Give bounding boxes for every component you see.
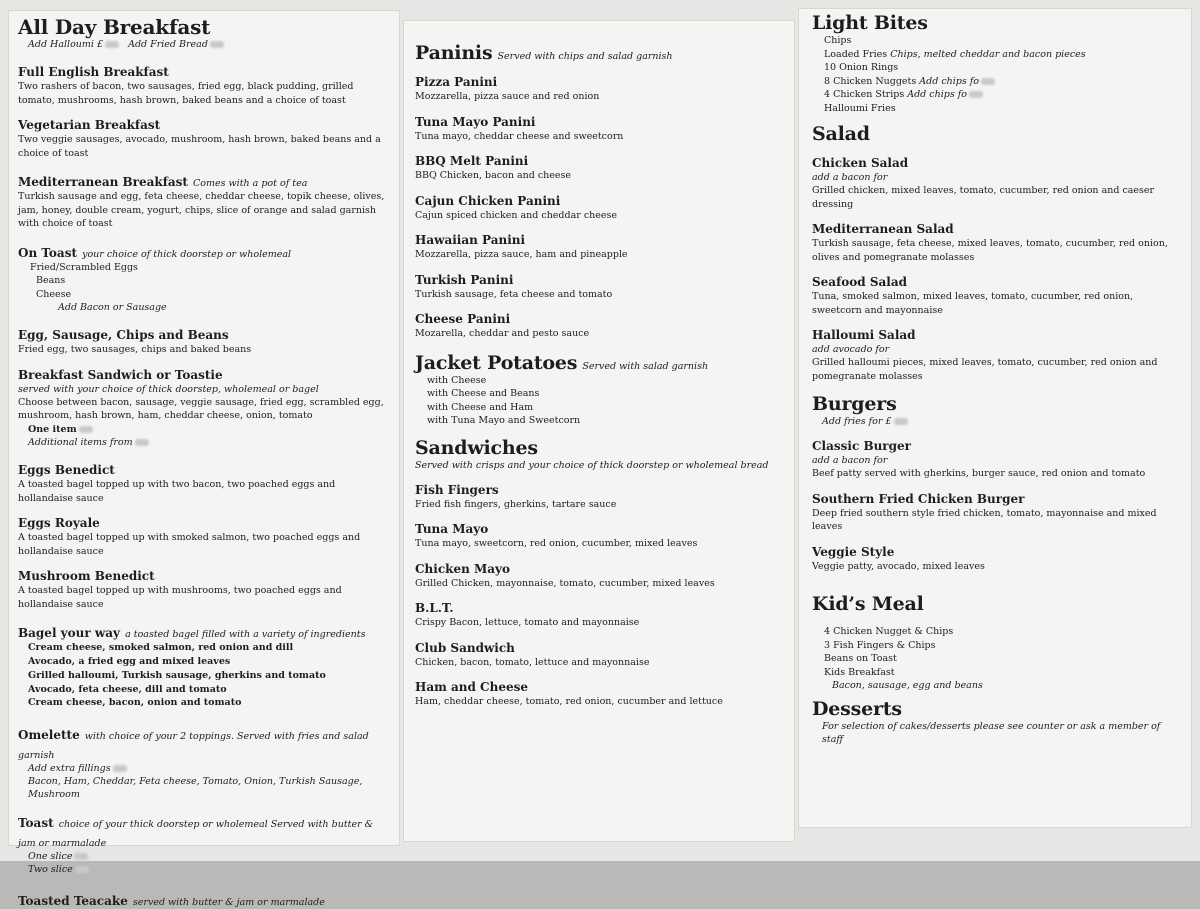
menu-item (18, 368, 388, 450)
menu-item (812, 156, 1182, 211)
item-name: Tuna Mayo (415, 522, 489, 536)
item-name: Bagel your way (18, 626, 120, 641)
menu-item (812, 492, 1182, 534)
menu-item (812, 439, 1182, 481)
menu-item (415, 154, 785, 183)
section-note: For selection of cakes/desserts please see counter or ask a member of staff (822, 721, 1161, 745)
section-title-desserts: Desserts (812, 698, 902, 720)
menu-item (18, 463, 388, 505)
item-note: with choice of your 2 toppings. Served with fries and salad garnish (18, 731, 369, 762)
item-note: Add chips fo (907, 89, 967, 100)
menu-item (415, 483, 785, 512)
section-note: Served with salad garnish (582, 360, 709, 372)
menu-item (18, 171, 388, 231)
item-name: B.L.T. (415, 601, 454, 615)
section-title-salad: Salad (812, 123, 870, 145)
item-option: Beans (36, 275, 66, 286)
column-light-bites (812, 12, 1182, 746)
item-option: Cream cheese, bacon, onion and tomato (28, 697, 242, 709)
column-breakfast (18, 16, 388, 909)
item-desc: Two veggie sausages, avocado, mushroom, hash brown, baked beans and a choice of toast (18, 134, 381, 159)
item-name: Halloumi Salad (812, 328, 916, 342)
menu-item (415, 75, 785, 104)
column-paninis-sandwiches (415, 42, 785, 709)
menu-item (18, 65, 388, 107)
item-option: Cheese (36, 288, 72, 300)
section-title-all-day-breakfast: All Day Breakfast (18, 15, 211, 39)
item-note: add avocado for (812, 344, 890, 355)
item-name: Turkish Panini (415, 272, 514, 287)
item-desc: Tuna, smoked salmon, mixed leaves, tomato, cucumber, red onion, sweetcorn and mayonnaise (812, 291, 1134, 316)
sandwich-list (415, 483, 785, 709)
section-title-jacket-potatoes: Jacket Potatoes (415, 351, 578, 374)
item-desc: Grilled Chicken, mayonnaise, tomato, cucumber, mixed leaves (415, 577, 715, 589)
item-option: Beans on Toast (824, 653, 897, 664)
section-note (18, 38, 388, 51)
item-option: with Tuna Mayo and Sweetcorn (427, 415, 581, 426)
item-name: Toasted Teacake (18, 894, 128, 909)
menu-item (18, 569, 388, 611)
menu-item (415, 522, 785, 551)
item-name: Veggie Style (812, 544, 895, 559)
menu-item (812, 545, 1182, 574)
item-name: Mediterranean Salad (812, 222, 954, 236)
item-name: Vegetarian Breakfast (18, 118, 161, 132)
menu-item (415, 194, 785, 223)
item-desc: Turkish sausage and egg, feta cheese, cheddar cheese, topik cheese, olives, jam, honey, double cream, yogurt, chips, slice of orange and salad garnish with choice of toast (18, 191, 385, 229)
menu-item (18, 118, 388, 160)
item-name: Hawaiian Panini (415, 233, 526, 247)
item-option: One slice (28, 851, 73, 863)
item-desc: Mozarella, cheddar and pesto sauce (415, 328, 590, 339)
item-desc: Fried fish fingers, gherkins, tartare sauce (415, 498, 617, 510)
item-name: Cajun Chicken Panini (415, 193, 561, 208)
item-name: Egg, Sausage, Chips and Beans (18, 328, 229, 342)
item-desc: Mozzarella, pizza sauce and red onion (415, 91, 600, 102)
item-option: 4 Chicken Strips (824, 89, 905, 100)
item-name: Eggs Benedict (18, 463, 115, 478)
item-option: Additional items from (28, 437, 133, 449)
item-desc: Beef patty served with gherkins, burger sauce, red onion and tomato (812, 468, 1146, 479)
item-name: Tuna Mayo Panini (415, 114, 536, 129)
item-option: Two slice (28, 864, 73, 876)
menu-item (18, 328, 388, 357)
item-name: BBQ Melt Panini (415, 154, 529, 168)
section-title-light-bites: Light Bites (812, 12, 928, 34)
menu-item (18, 516, 388, 558)
item-option: Grilled halloumi, Turkish sausage, gherkins and tomato (28, 669, 326, 681)
item-name: Classic Burger (812, 439, 911, 453)
item-option: 10 Onion Rings (824, 62, 899, 73)
item-note: served with butter & jam or marmalade (132, 897, 325, 909)
menu-item (415, 680, 785, 709)
item-desc: Turkish sausage, feta cheese, mixed leaves, tomato, cucumber, red onion, olives and pomegranate molasses (812, 238, 1168, 263)
item-note: add a bacon for (812, 455, 888, 466)
section-note: Add fries for £ (822, 416, 892, 427)
item-option: Kids Breakfast (824, 666, 895, 678)
item-desc: Choose between bacon, sausage, veggie sausage, fried egg, scrambled egg, mushroom, hash brown, ham, cheddar cheese, onion, tomato (18, 396, 384, 421)
item-note: Chips, melted cheddar and bacon pieces (890, 48, 1086, 60)
item-option: Loaded Fries (824, 48, 888, 60)
panini-list (415, 75, 785, 341)
item-desc: Tuna mayo, sweetcorn, red onion, cucumber, mixed leaves (415, 538, 698, 549)
burger-list (812, 439, 1182, 573)
item-desc: Chicken, bacon, tomato, lettuce and mayonnaise (415, 656, 650, 668)
item-desc: Ham, cheddar cheese, tomato, red onion, cucumber and lettuce (415, 696, 723, 707)
menu-item (415, 312, 785, 341)
item-name: Eggs Royale (18, 516, 100, 531)
menu-item (415, 115, 785, 144)
item-desc: Veggie patty, avocado, mixed leaves (812, 560, 985, 572)
item-name: Mediterranean Breakfast (18, 175, 188, 189)
item-note: served with your choice of thick doorstep, wholemeal or bagel (18, 383, 319, 395)
item-option: Avocado, feta cheese, dill and tomato (28, 683, 227, 695)
menu-item (415, 273, 785, 302)
menu-item (415, 641, 785, 670)
item-note: a toasted bagel filled with a variety of ingredients (125, 629, 366, 641)
item-name: Full English Breakfast (18, 65, 169, 79)
item-name: Cheese Panini (415, 312, 511, 326)
item-option: with Cheese (427, 374, 487, 386)
item-name: Omelette (18, 728, 80, 743)
section-title-burgers: Burgers (812, 393, 897, 415)
item-name: Breakfast Sandwich or Toastie (18, 367, 223, 382)
menu-item (18, 724, 388, 801)
item-option: with Cheese and Ham (427, 401, 534, 413)
item-desc: A toasted bagel topped up with mushrooms, two poached eggs and hollandaise sauce (18, 585, 342, 610)
section-title-paninis: Paninis (415, 42, 493, 64)
menu-item (415, 562, 785, 591)
item-extra: Add extra fillings (28, 763, 111, 775)
item-name: Chicken Mayo (415, 561, 511, 576)
section-note: Served with chips and salad garnish (497, 51, 673, 62)
item-desc: Crispy Bacon, lettuce, tomato and mayonnaise (415, 617, 640, 628)
item-name: Pizza Panini (415, 75, 498, 89)
item-option: Halloumi Fries (824, 102, 896, 114)
item-option: Cream cheese, smoked salmon, red onion and dill (28, 642, 294, 654)
item-note: choice of your thick doorstep or wholemeal Served with butter & jam or marmalade (18, 819, 374, 850)
item-name: Seafood Salad (812, 275, 907, 289)
item-desc: Grilled chicken, mixed leaves, tomato, cucumber, red onion and caeser dressing (812, 185, 1155, 210)
salad-list (812, 156, 1182, 383)
menu-item (812, 222, 1182, 264)
item-note: add a bacon for (812, 172, 888, 183)
section-title-kids-meal: Kid’s Meal (812, 593, 924, 615)
item-desc: A toasted bagel topped up with smoked salmon, two poached eggs and hollandaise sauce (18, 532, 361, 557)
item-name: Ham and Cheese (415, 680, 528, 694)
item-name: Toast (18, 816, 54, 831)
item-option: Avocado, a fried egg and mixed leaves (28, 656, 231, 668)
item-option: One item (28, 423, 77, 435)
item-desc: BBQ Chicken, bacon and cheese (415, 170, 572, 181)
item-desc: Grilled halloumi pieces, mixed leaves, tomato, cucumber, red onion and pomegranate molasses (812, 357, 1158, 382)
item-name: Chicken Salad (812, 156, 909, 170)
item-desc: A toasted bagel topped up with two bacon, two poached eggs and hollandaise sauce (18, 479, 336, 504)
item-name: Fish Fingers (415, 482, 499, 497)
item-name: Club Sandwich (415, 640, 515, 655)
item-name: Southern Fried Chicken Burger (812, 491, 1025, 506)
item-note: Bacon, sausage, egg and beans (832, 680, 983, 691)
item-desc: Cajun spiced chicken and cheddar cheese (415, 209, 618, 221)
item-option: Chips (824, 35, 852, 46)
menu-item (18, 242, 388, 315)
note-add-halloumi: Add Halloumi £ (28, 39, 104, 50)
item-note: Add chips fo (919, 75, 980, 87)
item-desc: Tuna mayo, cheddar cheese and sweetcorn (415, 130, 624, 142)
menu-item (415, 601, 785, 630)
menu-item (812, 328, 1182, 383)
item-name: Mushroom Benedict (18, 569, 155, 584)
item-option: 8 Chicken Nuggets (824, 75, 917, 87)
menu-item (812, 275, 1182, 317)
item-option: Fried/Scrambled Eggs (30, 261, 138, 273)
item-extra: Add Bacon or Sausage (58, 302, 167, 313)
item-note: your choice of thick doorstep or wholemeal (82, 248, 292, 260)
note-add-fried-bread: Add Fried Bread (128, 39, 208, 50)
item-desc: Deep fried southern style fried chicken, tomato, mayonnaise and mixed leaves (812, 507, 1157, 532)
menu-item (18, 890, 388, 909)
item-desc: Turkish sausage, feta cheese and tomato (415, 288, 613, 300)
item-desc: Mozzarella, pizza sauce, ham and pineapple (415, 249, 628, 260)
item-fillings: Bacon, Ham, Cheddar, Feta cheese, Tomato, Onion, Turkish Sausage, Mushroom (28, 776, 363, 801)
section-title-sandwiches: Sandwiches (415, 436, 538, 459)
section-note: Served with crisps and your choice of thick doorstep or wholemeal bread (415, 459, 769, 471)
item-desc: Fried egg, two sausages, chips and baked beans (18, 344, 252, 355)
menu-item (18, 622, 388, 710)
menu-item (415, 233, 785, 262)
item-desc: Two rashers of bacon, two sausages, fried egg, black pudding, grilled tomato, mushrooms, hash brown, baked beans and a choice of toast (18, 81, 354, 106)
item-note: Comes with a pot of tea (193, 178, 308, 189)
item-name: On Toast (18, 245, 77, 260)
item-option: with Cheese and Beans (427, 388, 540, 399)
item-option: 3 Fish Fingers & Chips (824, 639, 936, 651)
menu-item (18, 812, 388, 876)
item-option: 4 Chicken Nugget & Chips (824, 626, 954, 637)
